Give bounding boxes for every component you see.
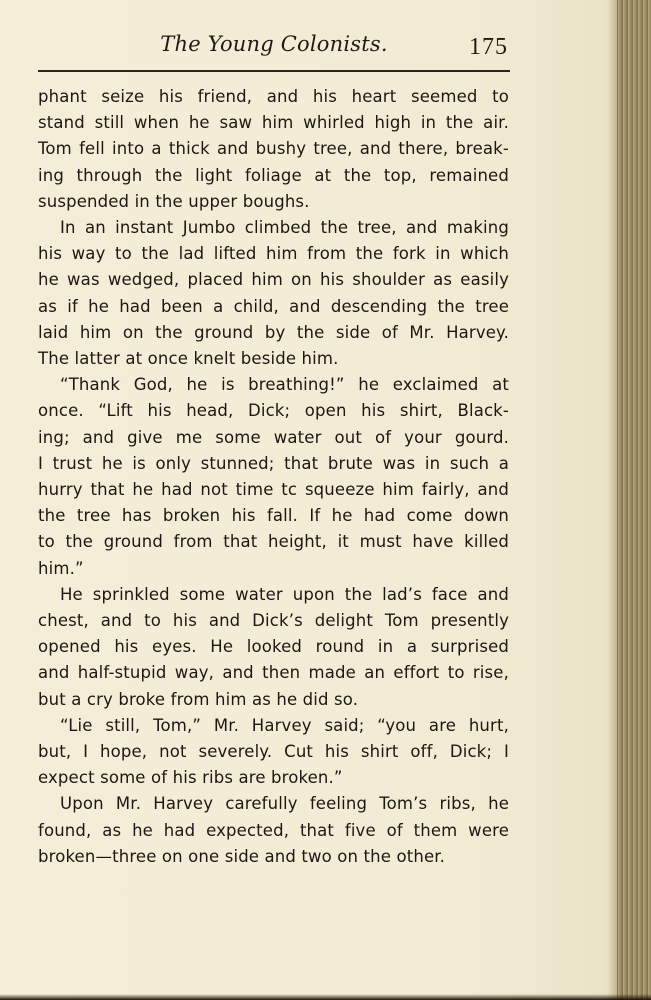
paragraph (38, 582, 509, 713)
paragraph (38, 791, 509, 870)
text-line: ing; and give me some water out of your gourd. (38, 427, 509, 447)
text-line: ing through the light foliage at the top, remained (38, 165, 509, 185)
text-line: stand still when he saw him whirled high in the air. (38, 113, 509, 133)
text-line: He sprinkled some water upon the lad’s face and (60, 584, 509, 604)
page-header (38, 28, 510, 68)
text-line: suspended in the upper boughs. (38, 191, 310, 211)
body-text (38, 84, 509, 870)
text-line: Upon Mr. Harvey carefully feeling Tom’s ribs, he (60, 794, 509, 814)
text-line: he was wedged, placed him on his shoulder as easily (38, 270, 509, 290)
text-line: and half-stupid way, and then made an effort to rise, (38, 663, 509, 683)
paragraph (38, 713, 509, 792)
paragraph (38, 372, 509, 582)
text-line: broken—three on one side and two on the other. (38, 846, 446, 866)
text-line: found, as he had expected, that five of them were (38, 820, 509, 840)
page-gutter-shadow (607, 0, 617, 1000)
text-line: chest, and to his and Dick’s delight Tom presently (38, 611, 509, 631)
text-line: The latter at once knelt beside him. (38, 349, 339, 369)
text-line: once. “Lift his head, Dick; open his shirt, Black- (38, 401, 509, 421)
paragraph (38, 84, 509, 215)
paragraph (38, 215, 509, 372)
text-line: Tom fell into a thick and bushy tree, and there, break- (38, 139, 509, 159)
text-line: laid him on the ground by the side of Mr. Harvey. (38, 322, 509, 342)
text-line: to the ground from that height, it must have killed (38, 532, 509, 552)
text-line: I trust he is only stunned; that brute was in such a (38, 453, 509, 473)
bottom-edge (0, 994, 651, 1000)
text-line: hurry that he had not time tc squeeze him fairly, and (38, 480, 509, 500)
text-line: expect some of his ribs are broken.” (38, 768, 343, 788)
text-line: as if he had been a child, and descending the tree (38, 296, 509, 316)
running-title: The Young Colonists. (160, 32, 388, 56)
text-line: the tree has broken his fall. If he had come down (38, 506, 509, 526)
text-line: but a cry broke from him as he did so. (38, 689, 359, 709)
page-number: 175 (469, 34, 508, 60)
text-line: “Lie still, Tom,” Mr. Harvey said; “you are hurt, (60, 715, 509, 735)
page-edges (617, 0, 651, 1000)
text-line: his way to the lad lifted him from the fork in which (38, 244, 509, 264)
text-line: In an instant Jumbo climbed the tree, and making (60, 218, 509, 238)
header-rule (38, 70, 510, 72)
text-line: him.” (38, 558, 84, 578)
text-line: phant seize his friend, and his heart seemed to (38, 87, 509, 106)
text-line: opened his eyes. He looked round in a surprised (38, 637, 509, 657)
text-line: but, I hope, not severely. Cut his shirt off, Dick; I (38, 742, 509, 762)
text-line: “Thank God, he is breathing!” he exclaimed at (60, 375, 509, 395)
